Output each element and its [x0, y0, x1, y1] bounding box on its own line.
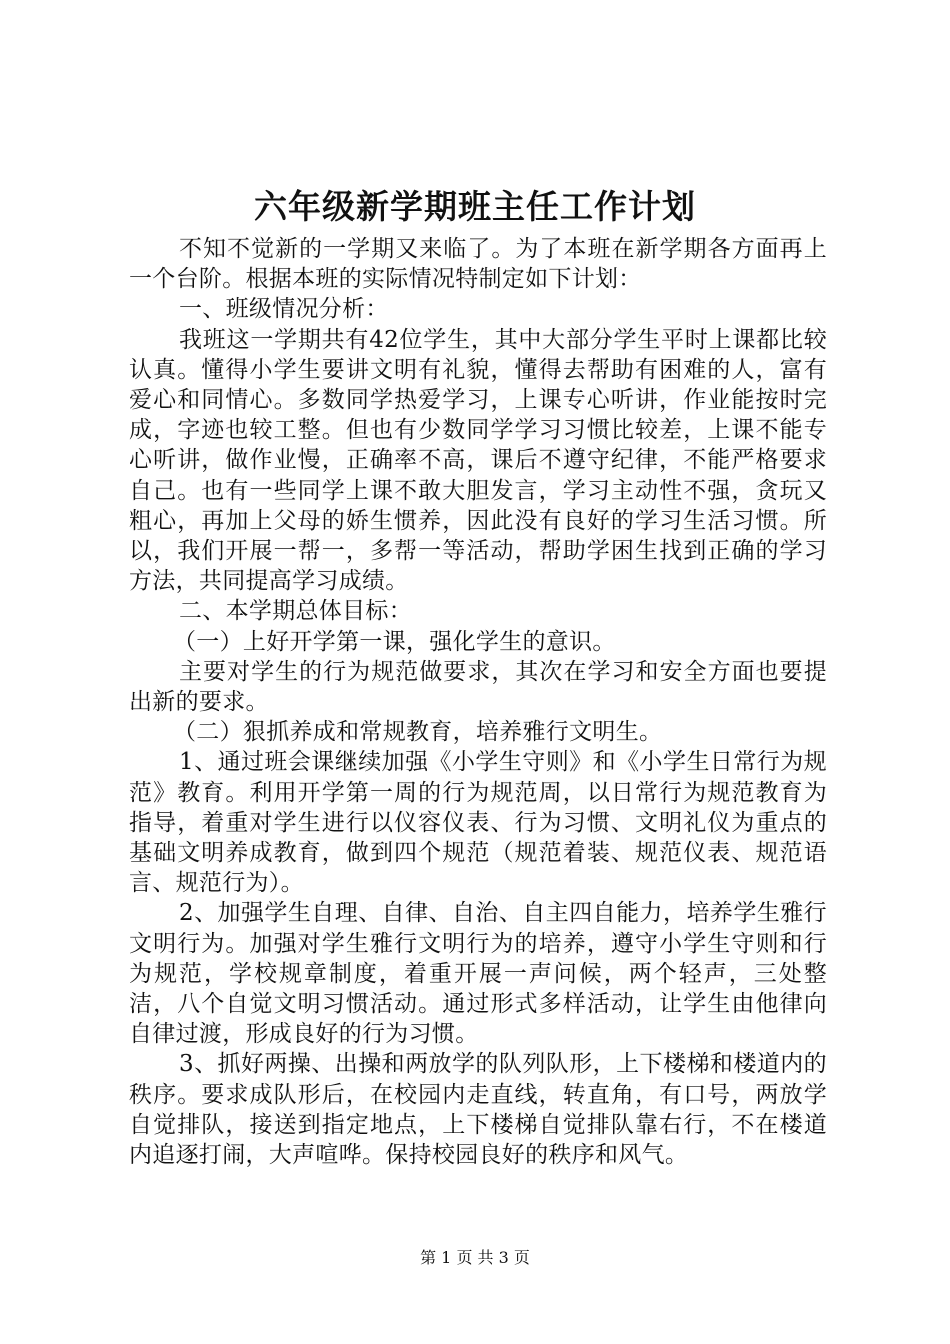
section-heading-class-analysis: 一、班级情况分析： — [179, 296, 389, 323]
item-3-paragraph: 3、抓好两操、出操和两放学的队列队形，上下楼梯和楼道内的秩序。要求成队形后，在校园内走直线，转直角，有口号，两放学自觉排队，接送到指定地点，上下楼梯自觉排队靠右行，不在楼道内追逐打闹，大声喧哗。保持校园良好的秩序和风气。 — [129, 1051, 827, 1169]
intro-paragraph: 不知不觉新的一学期又来临了。为了本班在新学期各方面再上一个台阶。根据本班的实际情况特制定如下计划： — [129, 236, 827, 293]
subsection-heading-first-lesson: （一）上好开学第一课，强化学生的意识。 — [173, 628, 616, 655]
first-lesson-paragraph: 主要对学生的行为规范做要求，其次在学习和安全方面也要提出新的要求。 — [129, 658, 827, 716]
subsection-heading-habit-education: （二）狠抓养成和常规教育，培养雅行文明生。 — [173, 719, 663, 746]
document-body — [129, 234, 827, 1170]
page-number-footer: 第 1 页 共 3 页 — [420, 1248, 530, 1267]
item-1-paragraph: 1、通过班会课继续加强《小学生守则》和《小学生日常行为规范》教育。利用开学第一周的行为规范周，以日常行为规范教育为指导，着重对学生进行以仪容仪表、行为习惯、文明礼仪为重点的基础文明养成教育，做到四个规范（规范着装、规范仪表、规范语言、规范行为）。 — [129, 749, 827, 897]
document-title: 六年级新学期班主任工作计划 — [254, 187, 696, 226]
class-analysis-paragraph: 我班这一学期共有42位学生，其中大部分学生平时上课都比较认真。懂得小学生要讲文明有礼貌，懂得去帮助有困难的人，富有爱心和同情心。多数同学热爱学习，上课专心听讲，作业能按时完成，字迹也较工整。但也有少数同学学习习惯比较差，上课不能专心听讲，做作业慢，正确率不高，课后不遵守纪律，不能严格要求自己。也有一些同学上课不敢大胆发言，学习主动性不强，贪玩又粗心，再加上父母的娇生惯养，因此没有良好的学习生活习惯。所以，我们开展一帮一，多帮一等活动，帮助学困生找到正确的学习方法，共同提高学习成绩。 — [129, 326, 827, 595]
item-2-paragraph: 2、加强学生自理、自律、自治、自主四自能力，培养学生雅行文明行为。加强对学生雅行文明行为的培养，遵守小学生守则和行为规范，学校规章制度，着重开展一声问候，两个轻声，三处整洁，八个自觉文明习惯活动。通过形式多样活动，让学生由他律向自律过渡，形成良好的行为习惯。 — [129, 900, 827, 1048]
section-heading-overall-goals: 二、本学期总体目标： — [179, 598, 412, 625]
